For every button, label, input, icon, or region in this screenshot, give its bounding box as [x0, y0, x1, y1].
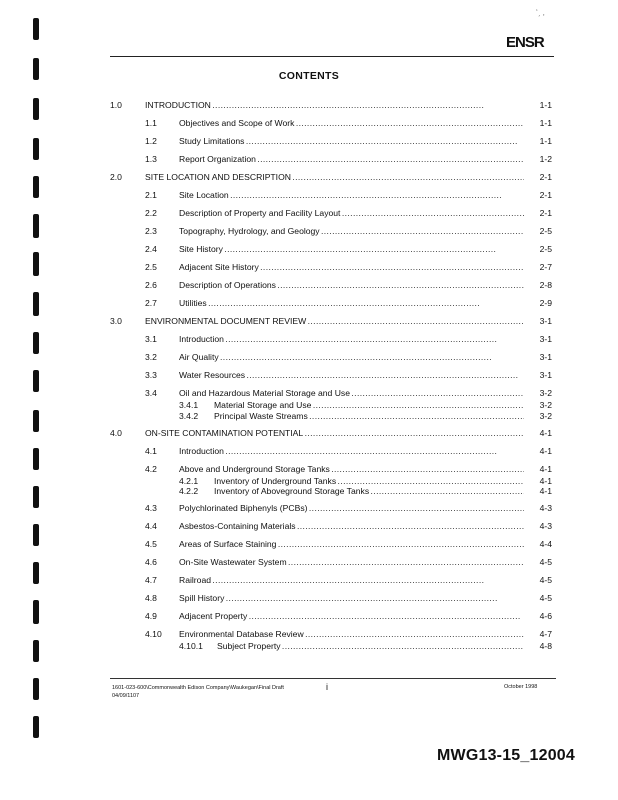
- corner-marks: ‘ˏ ,: [536, 8, 545, 17]
- toc-entry: [0, 100, 618, 111]
- toc-section-title: INTRODUCTION . . .: [145, 100, 524, 111]
- punch-mark: [33, 18, 39, 40]
- toc-entry: [0, 503, 618, 514]
- toc-entry: [0, 154, 618, 165]
- toc-section-title: SITE LOCATION AND DESCRIPTION . . .: [145, 172, 524, 183]
- toc-page-number: 4-1: [524, 428, 552, 439]
- toc-entry: [0, 334, 618, 345]
- toc-section-title: Spill History . . .: [179, 593, 524, 604]
- toc-page-number: 4-3: [524, 503, 552, 514]
- toc-entry: [0, 262, 618, 273]
- toc-section-number: 4.4: [145, 521, 157, 531]
- toc-entry: [0, 539, 618, 550]
- toc-page-number: 3-2: [524, 411, 552, 422]
- toc-section-title: Inventory of Underground Tanks . . .: [214, 476, 524, 487]
- toc-section-title: Utilities . . .: [179, 298, 524, 309]
- toc-section-number: 3.4.2: [179, 411, 199, 421]
- toc-section-title: Above and Underground Storage Tanks . . .: [179, 464, 524, 475]
- toc-page-number: 3-1: [524, 334, 552, 345]
- toc-page-number: 4-6: [524, 611, 552, 622]
- toc-section-number: 3.4: [145, 388, 157, 398]
- punch-mark: [33, 716, 39, 738]
- toc-section-number: 3.3: [145, 370, 157, 380]
- footer-path-line: 1601-023-600\Commonwealth Edison Company\Waukegan\Final Draft: [112, 685, 284, 691]
- footer-rule: [110, 678, 556, 679]
- toc-page-number: 3-1: [524, 316, 552, 327]
- toc-page-number: 3-2: [524, 388, 552, 399]
- toc-page-number: 3-1: [524, 370, 552, 381]
- toc-section-title: Introduction . . .: [179, 334, 524, 345]
- toc-section-title: Adjacent Property . . .: [179, 611, 524, 622]
- footer-date: October 1998: [504, 684, 538, 690]
- toc-entry: [0, 593, 618, 604]
- toc-entry: [0, 521, 618, 532]
- toc-entry: [0, 280, 618, 291]
- toc-entry: [0, 136, 618, 147]
- toc-section-title: Description of Operations . . .: [179, 280, 524, 291]
- page-title: CONTENTS: [278, 70, 340, 82]
- toc-page-number: 2-9: [524, 298, 552, 309]
- toc-section-title: Oil and Hazardous Material Storage and Use . . .: [179, 388, 524, 399]
- toc-section-title: Environmental Database Review . . .: [179, 629, 524, 640]
- toc-page-number: 2-5: [524, 226, 552, 237]
- toc-section-title: Site History . . .: [179, 244, 524, 255]
- toc-section-number: 3.4.1: [179, 400, 199, 410]
- toc-entry: [0, 486, 618, 497]
- company-logo: ENSR: [506, 34, 544, 51]
- footer-document-path: [112, 684, 284, 700]
- toc-section-number: 2.6: [145, 280, 157, 290]
- toc-section-number: 1.0: [110, 100, 122, 110]
- toc-section-title: Polychlorinated Biphenyls (PCBs) . . .: [179, 503, 524, 514]
- toc-page-number: 4-3: [524, 521, 552, 532]
- toc-section-title: ON-SITE CONTAMINATION POTENTIAL . . .: [145, 428, 524, 439]
- toc-section-number: 2.5: [145, 262, 157, 272]
- toc-page-number: 4-1: [524, 476, 552, 487]
- toc-page-number: 4-4: [524, 539, 552, 550]
- toc-page-number: 4-7: [524, 629, 552, 640]
- toc-section-number: 4.2.1: [179, 476, 199, 486]
- header-rule: [110, 56, 554, 57]
- toc-page-number: 1-1: [524, 100, 552, 111]
- toc-section-title: ENVIRONMENTAL DOCUMENT REVIEW . . .: [145, 316, 524, 327]
- punch-mark: [33, 678, 39, 700]
- toc-entry: [0, 172, 618, 183]
- toc-entry: [0, 244, 618, 255]
- toc-section-number: 4.7: [145, 575, 157, 585]
- toc-entry: [0, 446, 618, 457]
- toc-section-title: Site Location . . .: [179, 190, 524, 201]
- toc-section-number: 2.4: [145, 244, 157, 254]
- toc-page-number: 4-8: [524, 641, 552, 652]
- toc-page-number: 4-5: [524, 593, 552, 604]
- toc-section-number: 3.1: [145, 334, 157, 344]
- toc-entry: [0, 411, 618, 422]
- toc-page-number: 4-1: [524, 464, 552, 475]
- toc-entry: [0, 611, 618, 622]
- toc-entry: [0, 370, 618, 381]
- toc-section-number: 4.6: [145, 557, 157, 567]
- toc-page-number: 4-1: [524, 486, 552, 497]
- bates-stamp: MWG13-15_12004: [437, 747, 575, 764]
- toc-entry: [0, 226, 618, 237]
- toc-section-number: 4.8: [145, 593, 157, 603]
- toc-entry: [0, 629, 618, 640]
- toc-page-number: 2-8: [524, 280, 552, 291]
- footer-path-code: 04/09/1107: [112, 693, 140, 699]
- toc-entry: [0, 464, 618, 475]
- toc-page-number: 2-5: [524, 244, 552, 255]
- toc-section-number: 2.0: [110, 172, 122, 182]
- toc-section-number: 1.2: [145, 136, 157, 146]
- toc-section-number: 3.0: [110, 316, 122, 326]
- toc-section-title: Description of Property and Facility Layout . . .: [179, 208, 524, 219]
- toc-entry: [0, 641, 618, 652]
- toc-section-number: 4.5: [145, 539, 157, 549]
- toc-section-title: Areas of Surface Staining . . .: [179, 539, 524, 550]
- toc-section-title: Subject Property . . .: [217, 641, 524, 652]
- toc-section-number: 2.2: [145, 208, 157, 218]
- toc-section-title: Objectives and Scope of Work . . .: [179, 118, 524, 129]
- toc-section-number: 3.2: [145, 352, 157, 362]
- toc-section-title: Report Organization . . .: [179, 154, 524, 165]
- toc-entry: [0, 190, 618, 201]
- toc-section-title: Principal Waste Streams . . .: [214, 411, 524, 422]
- toc-page-number: 1-2: [524, 154, 552, 165]
- toc-entry: [0, 400, 618, 411]
- toc-page-number: 2-7: [524, 262, 552, 273]
- toc-page-number: 1-1: [524, 118, 552, 129]
- toc-section-title: Material Storage and Use . . .: [214, 400, 524, 411]
- toc-section-title: Study Limitations . . .: [179, 136, 524, 147]
- toc-section-title: Adjacent Site History . . .: [179, 262, 524, 273]
- toc-entry: [0, 557, 618, 568]
- toc-section-number: 4.1: [145, 446, 157, 456]
- toc-entry: [0, 428, 618, 439]
- toc-page-number: 2-1: [524, 190, 552, 201]
- toc-section-number: 4.10: [145, 629, 162, 639]
- toc-entry: [0, 316, 618, 327]
- toc-section-title: Introduction . . .: [179, 446, 524, 457]
- toc-section-number: 4.10.1: [179, 641, 203, 651]
- toc-section-number: 4.0: [110, 428, 122, 438]
- toc-section-title: On-Site Wastewater System . . .: [179, 557, 524, 568]
- toc-page-number: 2-1: [524, 172, 552, 183]
- toc-section-title: Inventory of Aboveground Storage Tanks . . .: [214, 486, 524, 497]
- toc-page-number: 3-2: [524, 400, 552, 411]
- toc-section-title: Topography, Hydrology, and Geology . . .: [179, 226, 524, 237]
- toc-section-title: Water Resources . . .: [179, 370, 524, 381]
- toc-section-number: 1.3: [145, 154, 157, 164]
- toc-section-number: 2.3: [145, 226, 157, 236]
- toc-section-number: 4.9: [145, 611, 157, 621]
- toc-section-number: 2.7: [145, 298, 157, 308]
- toc-section-number: 4.2: [145, 464, 157, 474]
- toc-entry: [0, 208, 618, 219]
- toc-page-number: 4-5: [524, 557, 552, 568]
- toc-section-title: Air Quality . . .: [179, 352, 524, 363]
- toc-entry: [0, 352, 618, 363]
- toc-page-number: 4-1: [524, 446, 552, 457]
- toc-page-number: 2-1: [524, 208, 552, 219]
- toc-page-number: 3-1: [524, 352, 552, 363]
- footer-page-number: i: [326, 682, 328, 692]
- toc-entry: [0, 388, 618, 399]
- toc-section-number: 2.1: [145, 190, 157, 200]
- toc-entry: [0, 118, 618, 129]
- toc-section-title: Asbestos-Containing Materials . . .: [179, 521, 524, 532]
- toc-entry: [0, 298, 618, 309]
- toc-section-number: 4.2.2: [179, 486, 199, 496]
- toc-section-number: 1.1: [145, 118, 157, 128]
- toc-entry: [0, 575, 618, 586]
- toc-page-number: 4-5: [524, 575, 552, 586]
- toc-section-title: Railroad . . .: [179, 575, 524, 586]
- toc-section-number: 4.3: [145, 503, 157, 513]
- toc-page-number: 1-1: [524, 136, 552, 147]
